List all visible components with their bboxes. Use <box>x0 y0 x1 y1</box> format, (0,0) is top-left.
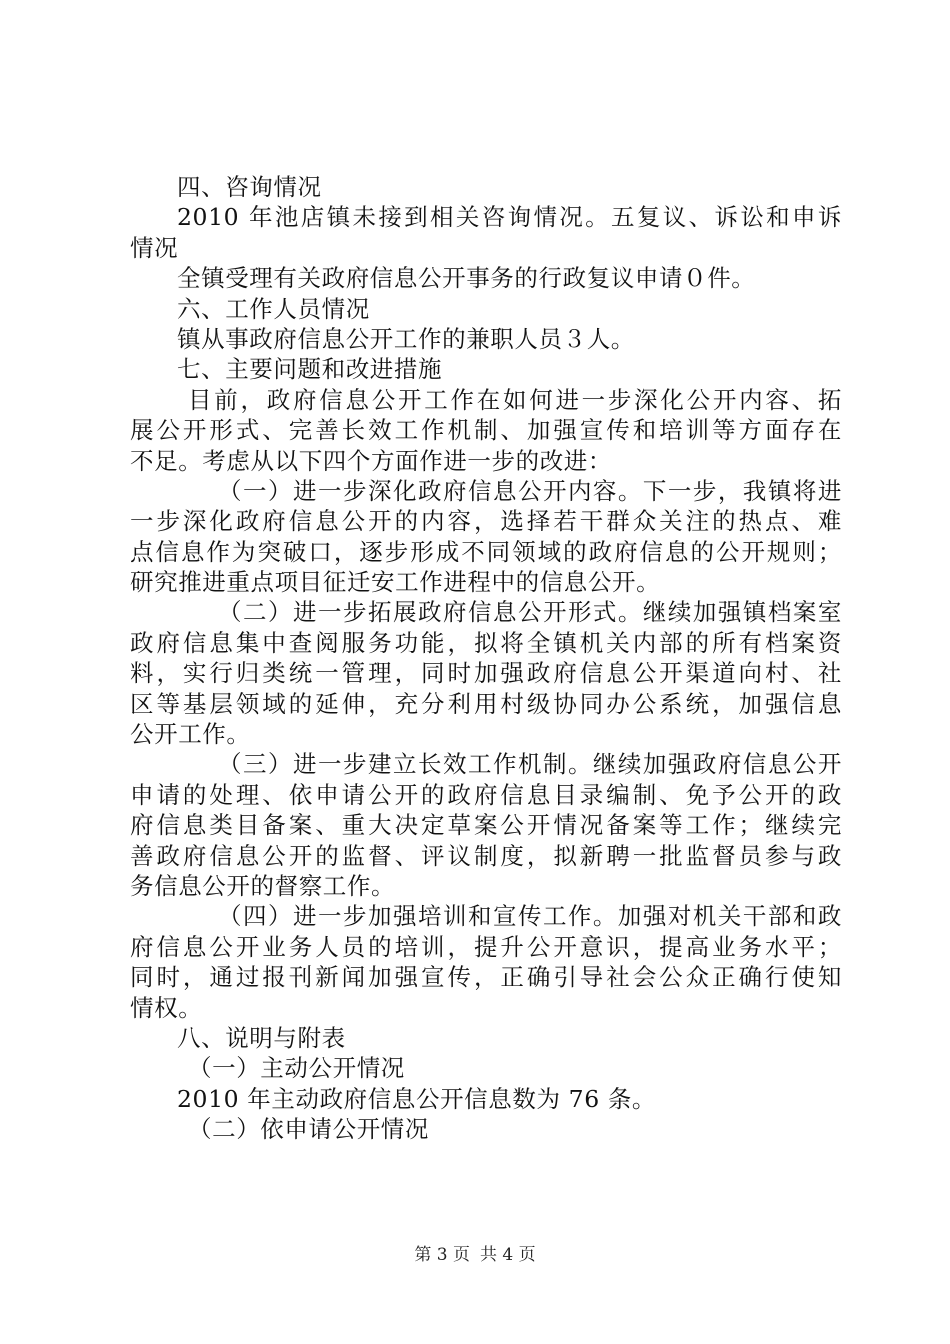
paragraph-line: 同时，通过报刊新闻加强宣传，正确引导社会公众正确行使知 <box>130 963 842 992</box>
paragraph-line: 政府信息集中查阅服务功能，拟将全镇机关内部的所有档案资 <box>130 628 842 657</box>
paragraph-line: 镇从事政府信息公开工作的兼职人员３人。 <box>177 324 635 353</box>
paragraph-line: 点信息作为突破口，逐步形成不同领域的政府信息的公开规则； <box>130 537 842 566</box>
paragraph-line: 务信息公开的督察工作。 <box>130 871 396 900</box>
paragraph-line: 善政府信息公开的监督、评议制度，拟新聘一批监督员参与政 <box>130 841 842 870</box>
paragraph-line: 情权。 <box>130 993 203 1022</box>
paragraph-line: （三）进一步建立长效工作机制。继续加强政府信息公开 <box>218 750 842 779</box>
paragraph-line: 全镇受理有关政府信息公开事务的行政复议申请０件。 <box>177 264 756 293</box>
subsection-heading: （二）依申请公开情况 <box>188 1115 429 1144</box>
page-total: 共 4 页 <box>480 1245 536 1265</box>
paragraph-line: 料，实行归类统一管理，同时加强政府信息公开渠道向村、社 <box>130 659 842 688</box>
paragraph-line: 2010 年主动政府信息公开信息数为 76 条。 <box>177 1084 657 1113</box>
paragraph-line: 展公开形式、完善长效工作机制、加强宣传和培训等方面存在 <box>130 416 842 445</box>
paragraph-line: 一步深化政府信息公开的内容，选择若干群众关注的热点、难 <box>130 507 842 536</box>
paragraph-line: 不足。考虑从以下四个方面作进一步的改进： <box>130 446 612 475</box>
paragraph-line: 区等基层领域的延伸，充分利用村级协同办公系统，加强信息 <box>130 689 842 718</box>
section-heading: 七、主要问题和改进措施 <box>177 355 443 384</box>
paragraph-line: （四）进一步加强培训和宣传工作。加强对机关干部和政 <box>218 902 842 931</box>
subsection-heading: （一）主动公开情况 <box>188 1054 405 1083</box>
section-heading: 六、工作人员情况 <box>177 294 370 323</box>
paragraph-line: 申请的处理、依申请公开的政府信息目录编制、免予公开的政 <box>130 780 842 809</box>
paragraph-line: 府信息公开业务人员的培训，提升公开意识，提高业务水平； <box>130 932 842 961</box>
paragraph-line: 目前，政府信息公开工作在如何进一步深化公开内容、拓 <box>188 385 842 414</box>
page-number: 第 3 页 <box>414 1245 470 1265</box>
paragraph-line: （一）进一步深化政府信息公开内容。下一步，我镇将进 <box>218 476 842 505</box>
paragraph-line: 研究推进重点项目征迁安工作进程中的信息公开。 <box>130 568 661 597</box>
section-heading: 八、说明与附表 <box>177 1023 346 1052</box>
paragraph-line: （二）进一步拓展政府信息公开形式。继续加强镇档案室 <box>218 598 842 627</box>
paragraph-line: 府信息类目备案、重大决定草案公开情况备案等工作；继续完 <box>130 811 842 840</box>
section-heading: 四、咨询情况 <box>177 173 322 201</box>
paragraph-line: 情况 <box>130 233 179 262</box>
paragraph-line: 公开工作。 <box>130 720 251 749</box>
paragraph-line: 2010 年池店镇未接到相关咨询情况。五复议、诉讼和申诉 <box>177 203 842 232</box>
page-footer <box>0 1244 950 1266</box>
document-body <box>130 172 842 1145</box>
